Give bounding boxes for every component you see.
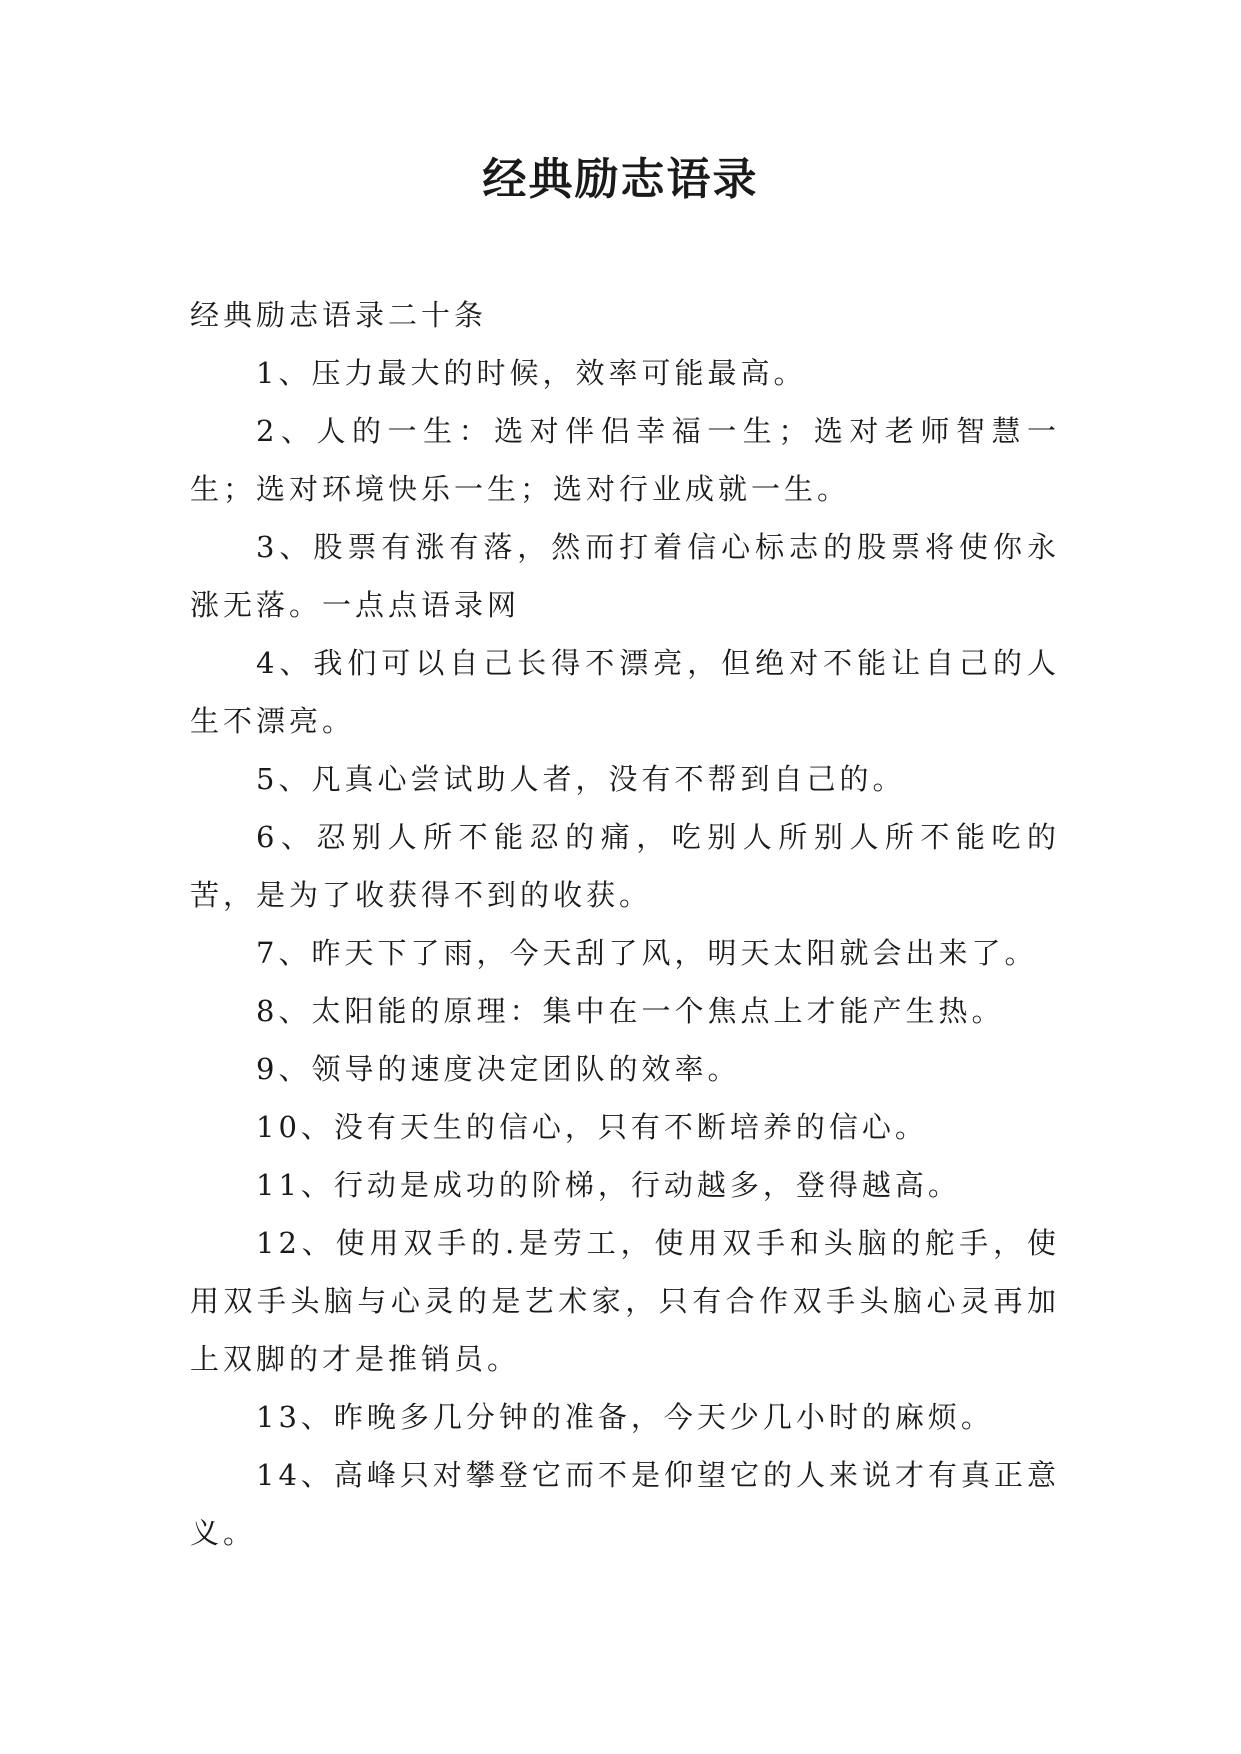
quote-item: 8、太阳能的原理：集中在一个焦点上才能产生热。 <box>256 994 1005 1028</box>
quote-item: 9、领导的速度决定团队的效率。 <box>256 1052 741 1086</box>
quote-item: 6、忍别人所不能忍的痛，吃别人所别人所不能吃的苦，是为了收获得不到的收获。 <box>190 820 1060 912</box>
quote-item: 11、行动是成功的阶梯，行动越多，登得越高。 <box>256 1168 961 1202</box>
document-body <box>190 286 1060 1562</box>
quote-item: 4、我们可以自己长得不漂亮，但绝对不能让自己的人生不漂亮。 <box>190 646 1060 738</box>
quote-item: 3、股票有涨有落，然而打着信心标志的股票将使你永涨无落。一点点语录网 <box>190 530 1060 622</box>
quote-item: 1、压力最大的时候，效率可能最高。 <box>256 356 807 390</box>
quote-item: 12、使用双手的.是劳工，使用双手和头脑的舵手，使用双手头脑与心灵的是艺术家，只有合作双手头脑心灵再加上双脚的才是推销员。 <box>190 1226 1060 1376</box>
quote-item: 10、没有天生的信心，只有不断培养的信心。 <box>256 1110 928 1144</box>
document-subtitle: 经典励志语录二十条 <box>190 298 488 332</box>
quote-item: 7、昨天下了雨，今天刮了风，明天太阳就会出来了。 <box>256 936 1038 970</box>
quote-item: 13、昨晚多几分钟的准备，今天少几小时的麻烦。 <box>256 1400 994 1434</box>
document-title: 经典励志语录 <box>482 154 759 205</box>
quote-item: 2、人的一生：选对伴侣幸福一生；选对老师智慧一生；选对环境快乐一生；选对行业成就一生。 <box>190 414 1060 506</box>
quote-item: 5、凡真心尝试助人者，没有不帮到自己的。 <box>256 762 906 796</box>
quote-item: 14、高峰只对攀登它而不是仰望它的人来说才有真正意义。 <box>190 1458 1060 1550</box>
